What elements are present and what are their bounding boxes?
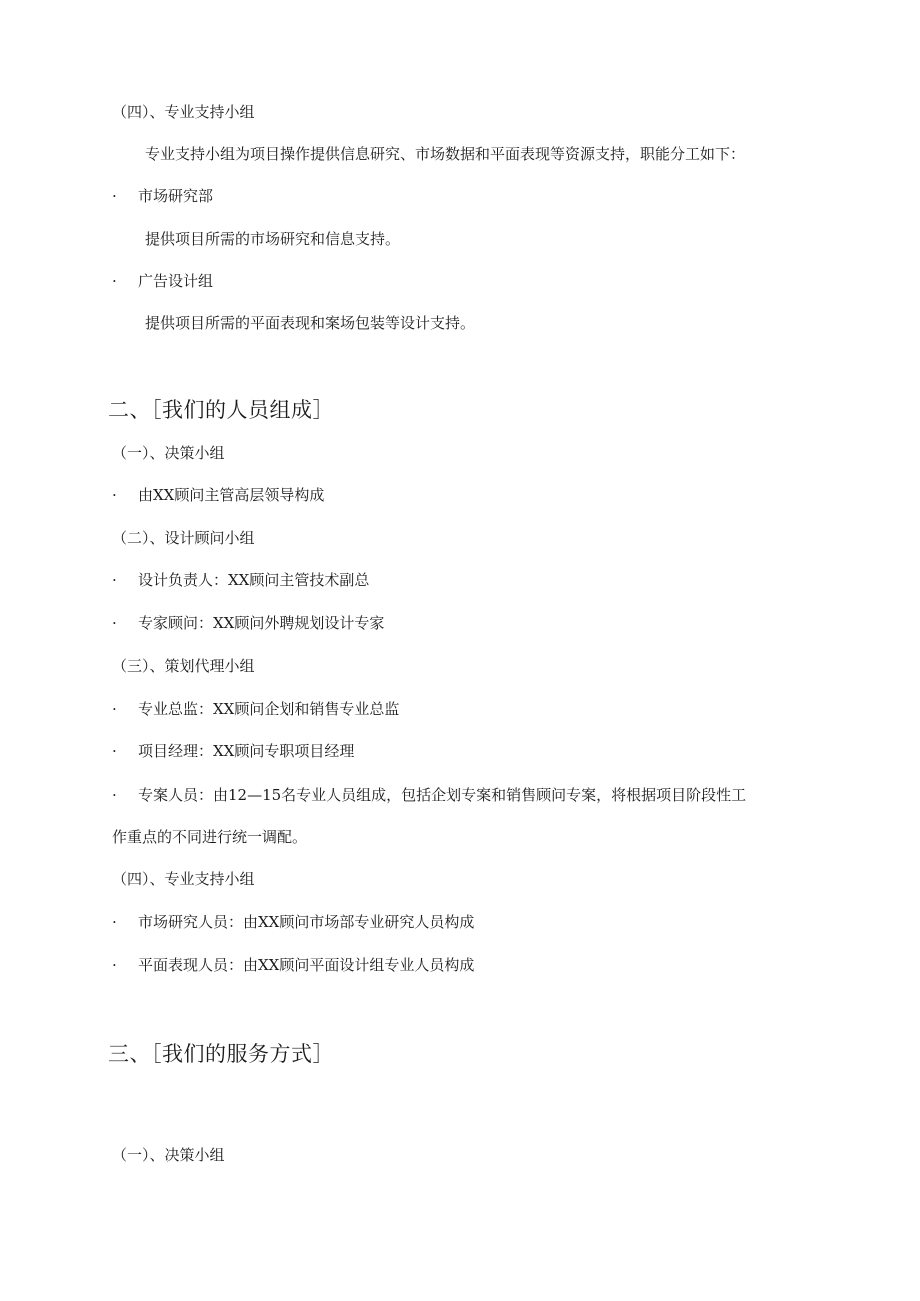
list-item-description: 提供项目所需的市场研究和信息支持。	[145, 230, 401, 248]
list-item-text: 专业总监：XX顾问企划和销售专业总监	[138, 700, 400, 718]
list-item	[112, 955, 474, 975]
bullet-icon: ·	[112, 571, 117, 589]
list-item-long	[112, 785, 746, 805]
bullet-icon: ·	[112, 700, 117, 718]
list-item	[112, 699, 399, 719]
list-item-label: 市场研究部	[138, 187, 214, 205]
list-item-text: 设计负责人：XX顾问主管技术副总	[138, 571, 370, 589]
sub-heading-design-consult-group: （二）、设计顾问小组	[112, 529, 255, 547]
list-item-text: 由XX顾问主管高层领导构成	[138, 486, 325, 504]
list-item-ad-design	[112, 271, 213, 291]
list-item-text: 专家顾问：XX顾问外聘规划设计专家	[138, 614, 385, 632]
list-item-text: 专案人员：由12—15名专业人员组成，包括企划专案和销售顾问专案，将根据项目阶段性工	[138, 786, 747, 804]
list-item-text: 平面表现人员：由XX顾问平面设计组专业人员构成	[138, 956, 475, 974]
sub-heading-professional-support: （四）、专业支持小组	[112, 103, 255, 121]
bullet-icon: ·	[112, 187, 117, 205]
bullet-icon: ·	[112, 486, 117, 504]
list-item	[112, 613, 384, 633]
list-item-text: 市场研究人员：由XX顾问市场部专业研究人员构成	[138, 913, 475, 931]
list-item	[112, 485, 324, 505]
list-item-description: 提供项目所需的平面表现和案场包装等设计支持。	[145, 314, 476, 332]
sub-heading-decision-group: （一）、决策小组	[112, 444, 225, 462]
section-heading-staff: 二、［我们的人员组成］	[108, 398, 334, 422]
bullet-icon: ·	[112, 742, 117, 760]
list-item-text: 项目经理：XX顾问专职项目经理	[138, 742, 355, 760]
sub-heading-planning-agency-group: （三）、策划代理小组	[112, 657, 255, 675]
bullet-icon: ·	[112, 614, 117, 632]
bullet-icon: ·	[112, 913, 117, 931]
bullet-icon: ·	[112, 786, 117, 804]
list-item-label: 广告设计组	[138, 272, 214, 290]
list-item-continuation: 作重点的不同进行统一调配。	[112, 828, 308, 846]
section-heading-service-mode: 三、［我们的服务方式］	[108, 1042, 334, 1066]
bullet-icon: ·	[112, 956, 117, 974]
sub-heading-professional-support-staff: （四）、专业支持小组	[112, 870, 255, 888]
list-item	[112, 741, 354, 761]
sub-heading-decision-group: （一）、决策小组	[112, 1146, 225, 1164]
bullet-icon: ·	[112, 272, 117, 290]
list-item	[112, 570, 369, 590]
list-item	[112, 912, 474, 932]
intro-paragraph: 专业支持小组为项目操作提供信息研究、市场数据和平面表现等资源支持，职能分工如下：	[145, 145, 746, 163]
list-item-market-research	[112, 186, 213, 206]
